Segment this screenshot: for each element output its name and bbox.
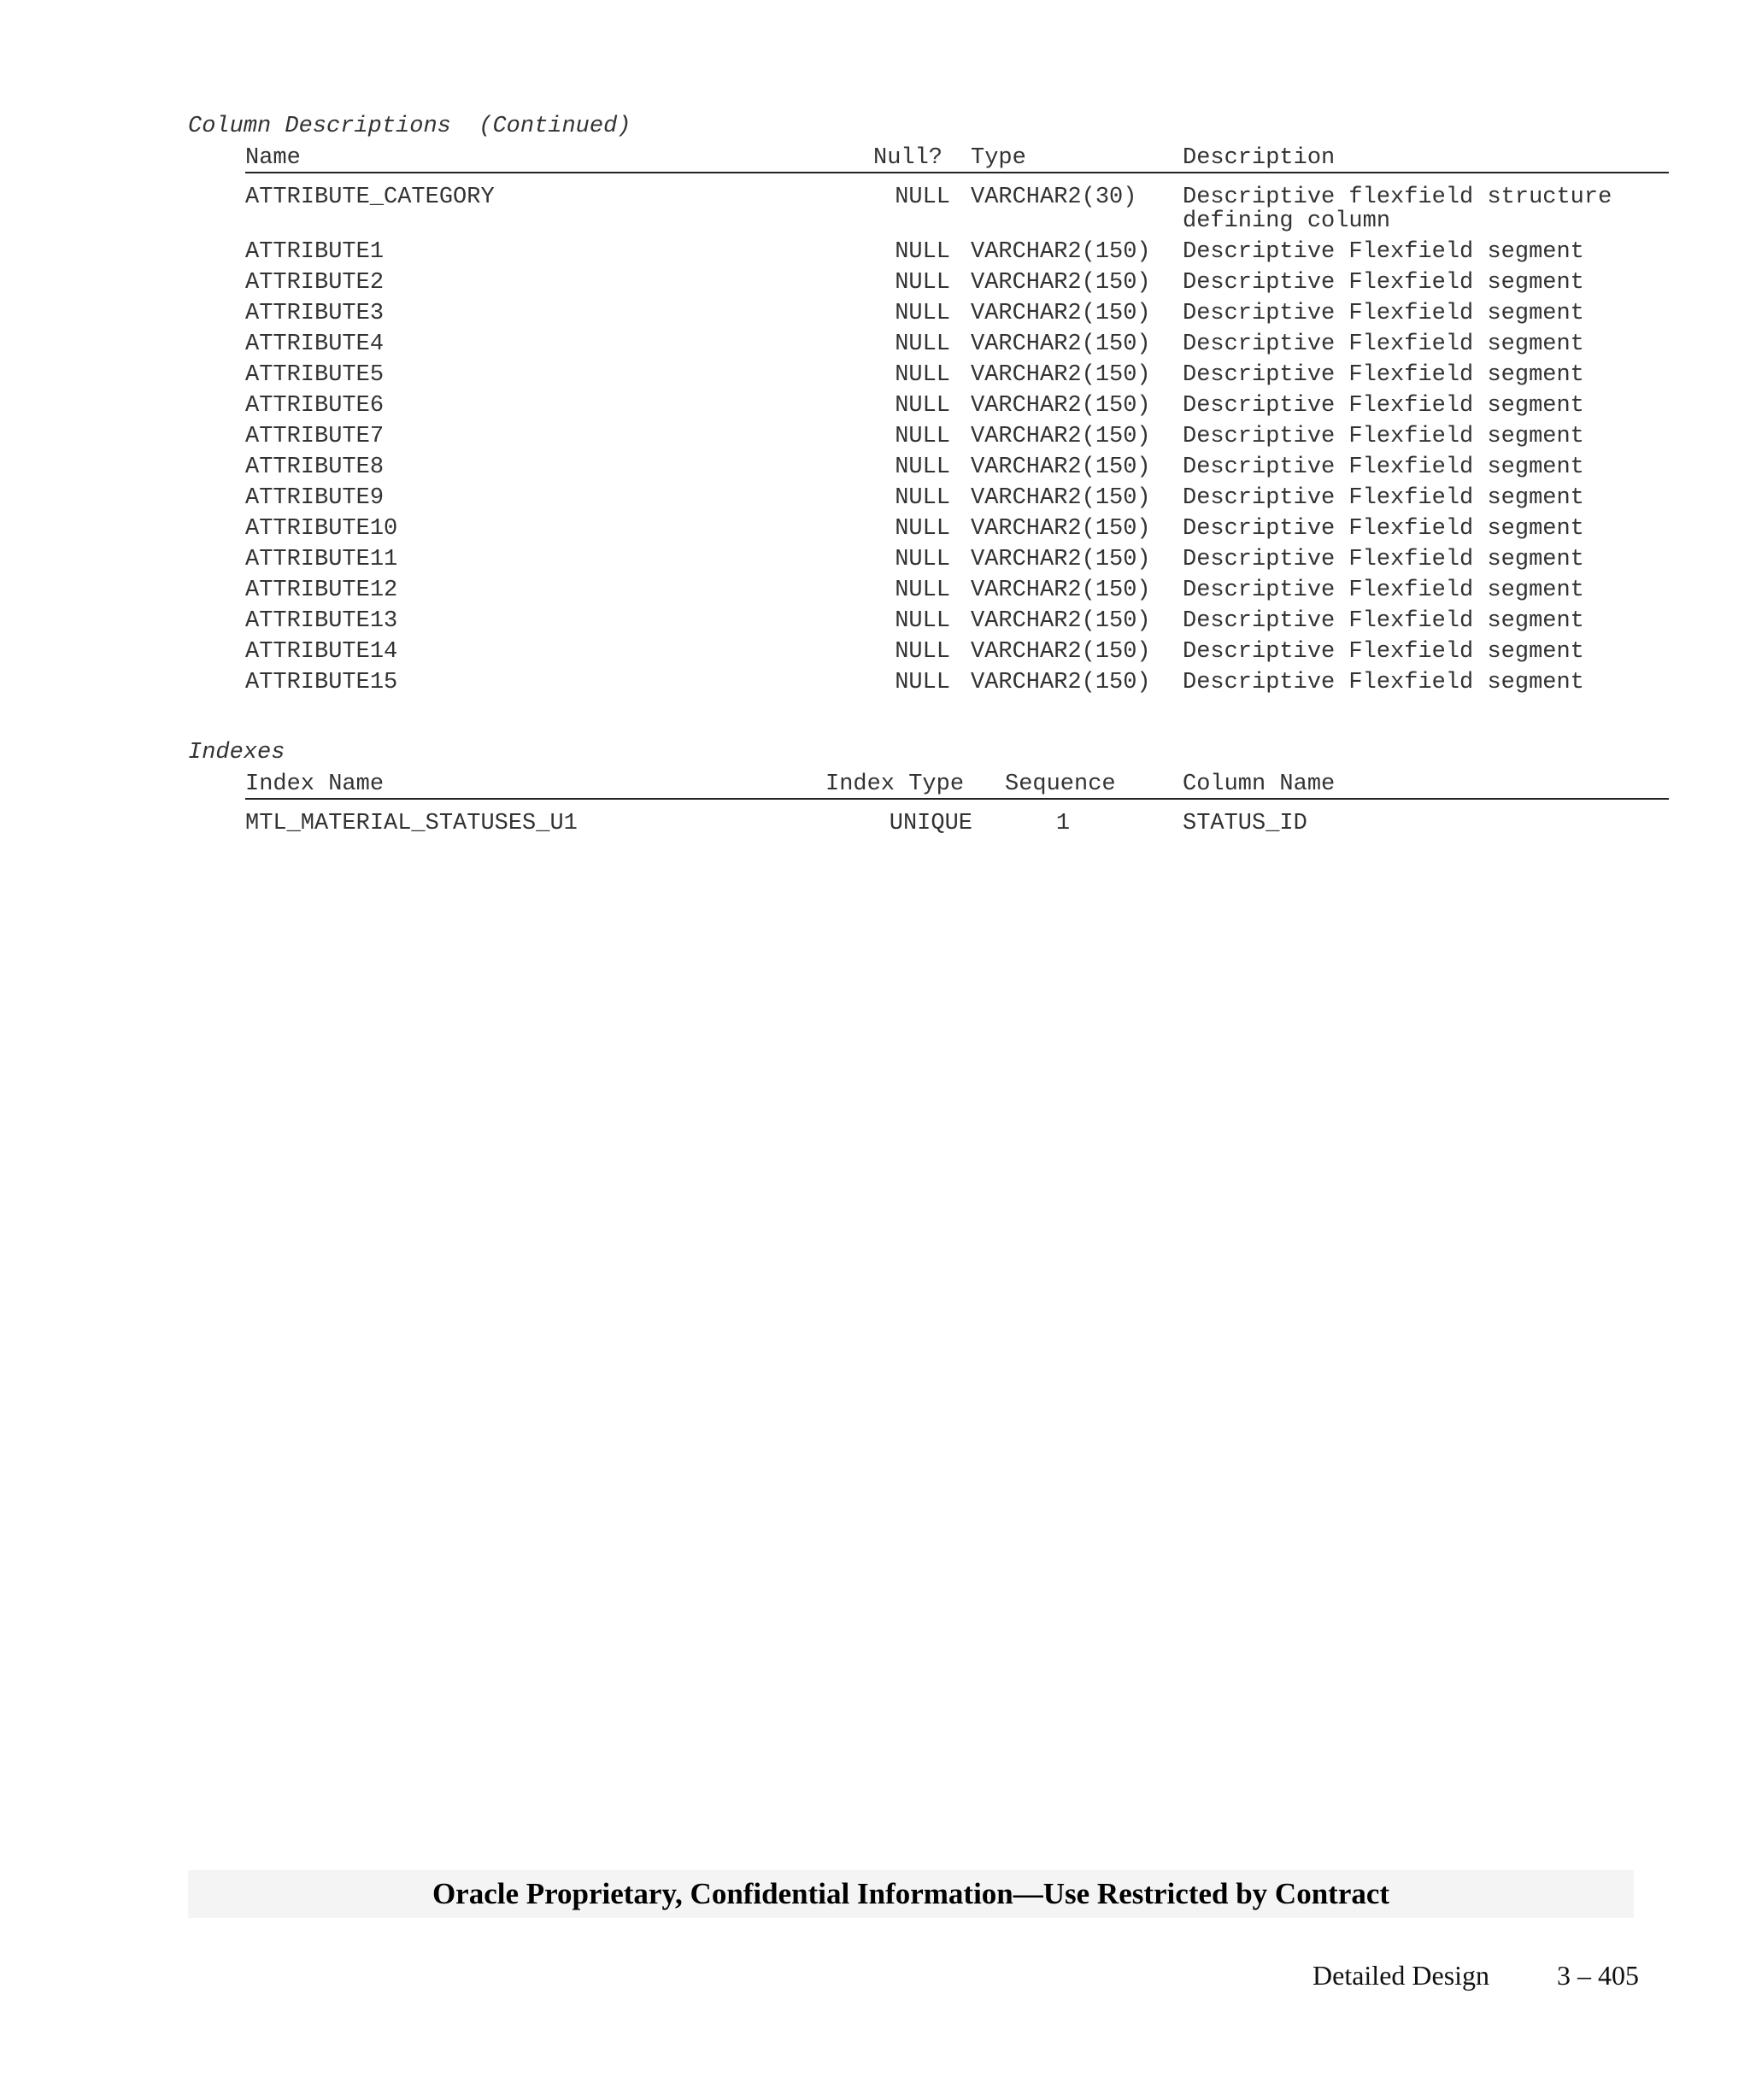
type-cell: VARCHAR2(150)	[971, 670, 1151, 695]
null-cell: NULL	[895, 516, 950, 542]
null-cell: NULL	[895, 301, 950, 326]
indexes-title: Indexes	[188, 740, 285, 766]
column-name-cell: ATTRIBUTE6	[245, 393, 385, 419]
null-cell: NULL	[895, 455, 950, 480]
column-name-cell: ATTRIBUTE9	[245, 485, 385, 511]
type-cell: VARCHAR2(30)	[971, 185, 1137, 210]
description-cell: Descriptive Flexfield segment	[1183, 393, 1584, 419]
description-cell: Descriptive Flexfield segment	[1183, 424, 1584, 449]
index-type-cell: UNIQUE	[889, 811, 972, 836]
null-cell: NULL	[895, 608, 950, 634]
footer-page-number: 3 – 405	[1557, 1960, 1639, 1991]
null-cell: NULL	[895, 185, 950, 210]
null-cell: NULL	[895, 424, 950, 449]
table-row	[0, 298, 1750, 329]
null-cell: NULL	[895, 362, 950, 388]
type-cell: VARCHAR2(150)	[971, 301, 1151, 326]
table-row	[0, 483, 1750, 513]
column-name-cell: ATTRIBUTE10	[245, 516, 398, 542]
type-cell: VARCHAR2(150)	[971, 270, 1151, 296]
description-cell: Descriptive Flexfield segment	[1183, 670, 1584, 695]
column-name-cell: ATTRIBUTE_CATEGORY	[245, 185, 495, 210]
header-index-type: Index Type	[825, 771, 965, 797]
column-name-cell: ATTRIBUTE1	[245, 239, 385, 265]
header-null: Null?	[873, 145, 943, 171]
type-cell: VARCHAR2(150)	[971, 455, 1151, 480]
table-row	[0, 667, 1750, 698]
type-cell: VARCHAR2(150)	[971, 639, 1151, 665]
confidential-notice: Oracle Proprietary, Confidential Information––Use Restricted by Contract	[432, 1877, 1390, 1910]
type-cell: VARCHAR2(150)	[971, 331, 1151, 357]
footer-section-title: Detailed Design	[1312, 1960, 1490, 1991]
type-cell: VARCHAR2(150)	[971, 578, 1151, 603]
column-name-cell: ATTRIBUTE15	[245, 670, 398, 695]
header-sequence: Sequence	[1005, 771, 1116, 797]
table-row	[0, 182, 1750, 234]
index-column-cell: STATUS_ID	[1183, 811, 1307, 836]
column-header-rule	[245, 172, 1669, 173]
column-name-cell: ATTRIBUTE4	[245, 331, 385, 357]
description-cell: Descriptive Flexfield segment	[1183, 639, 1584, 665]
type-cell: VARCHAR2(150)	[971, 239, 1151, 265]
table-row	[0, 390, 1750, 421]
description-cell: Descriptive Flexfield segment	[1183, 608, 1584, 634]
table-row	[0, 237, 1750, 267]
null-cell: NULL	[895, 547, 950, 572]
column-name-cell: ATTRIBUTE12	[245, 578, 398, 603]
column-name-cell: ATTRIBUTE2	[245, 270, 385, 296]
sequence-cell: 1	[1055, 811, 1071, 836]
description-cell: Descriptive Flexfield segment	[1183, 362, 1584, 388]
table-row	[0, 636, 1750, 667]
header-column-name: Column Name	[1183, 771, 1336, 797]
column-descriptions-title: Column Descriptions (Continued)	[188, 114, 631, 139]
column-name-cell: ATTRIBUTE7	[245, 424, 385, 449]
table-row	[0, 421, 1750, 452]
type-cell: VARCHAR2(150)	[971, 424, 1151, 449]
null-cell: NULL	[895, 639, 950, 665]
description-cell: Descriptive Flexfield segment	[1183, 331, 1584, 357]
type-cell: VARCHAR2(150)	[971, 547, 1151, 572]
description-cell: Descriptive Flexfield segment	[1183, 485, 1584, 511]
table-row	[0, 452, 1750, 483]
null-cell: NULL	[895, 393, 950, 419]
header-index-name: Index Name	[245, 771, 385, 797]
column-name-cell: ATTRIBUTE8	[245, 455, 385, 480]
table-row	[0, 267, 1750, 298]
type-cell: VARCHAR2(150)	[971, 516, 1151, 542]
table-row	[0, 575, 1750, 606]
index-row	[0, 808, 1750, 839]
type-cell: VARCHAR2(150)	[971, 362, 1151, 388]
description-cell: Descriptive Flexfield segment	[1183, 301, 1584, 326]
description-cell: Descriptive Flexfield segment	[1183, 455, 1584, 480]
null-cell: NULL	[895, 670, 950, 695]
type-cell: VARCHAR2(150)	[971, 608, 1151, 634]
description-cell: Descriptive Flexfield segment	[1183, 547, 1584, 572]
table-row	[0, 544, 1750, 575]
null-cell: NULL	[895, 270, 950, 296]
description-cell: Descriptive Flexfield segment	[1183, 270, 1584, 296]
table-row	[0, 606, 1750, 636]
header-type: Type	[971, 145, 1026, 171]
description-cell-line2: defining column	[1183, 208, 1391, 234]
null-cell: NULL	[895, 239, 950, 265]
null-cell: NULL	[895, 485, 950, 511]
type-cell: VARCHAR2(150)	[971, 485, 1151, 511]
column-name-cell: ATTRIBUTE5	[245, 362, 385, 388]
description-cell: Descriptive Flexfield segment	[1183, 516, 1584, 542]
description-cell: Descriptive Flexfield segment	[1183, 239, 1584, 265]
description-cell: Descriptive flexfield structure	[1183, 185, 1612, 210]
null-cell: NULL	[895, 578, 950, 603]
column-name-cell: ATTRIBUTE14	[245, 639, 398, 665]
table-row	[0, 329, 1750, 360]
column-name-cell: ATTRIBUTE11	[245, 547, 398, 572]
null-cell: NULL	[895, 331, 950, 357]
header-description: Description	[1183, 145, 1336, 171]
table-row	[0, 360, 1750, 390]
column-name-cell: ATTRIBUTE3	[245, 301, 385, 326]
column-name-cell: ATTRIBUTE13	[245, 608, 398, 634]
type-cell: VARCHAR2(150)	[971, 393, 1151, 419]
description-cell: Descriptive Flexfield segment	[1183, 578, 1584, 603]
index-name-cell: MTL_MATERIAL_STATUSES_U1	[245, 811, 578, 836]
index-header-rule	[245, 798, 1669, 800]
table-row	[0, 513, 1750, 544]
header-name: Name	[245, 145, 301, 171]
